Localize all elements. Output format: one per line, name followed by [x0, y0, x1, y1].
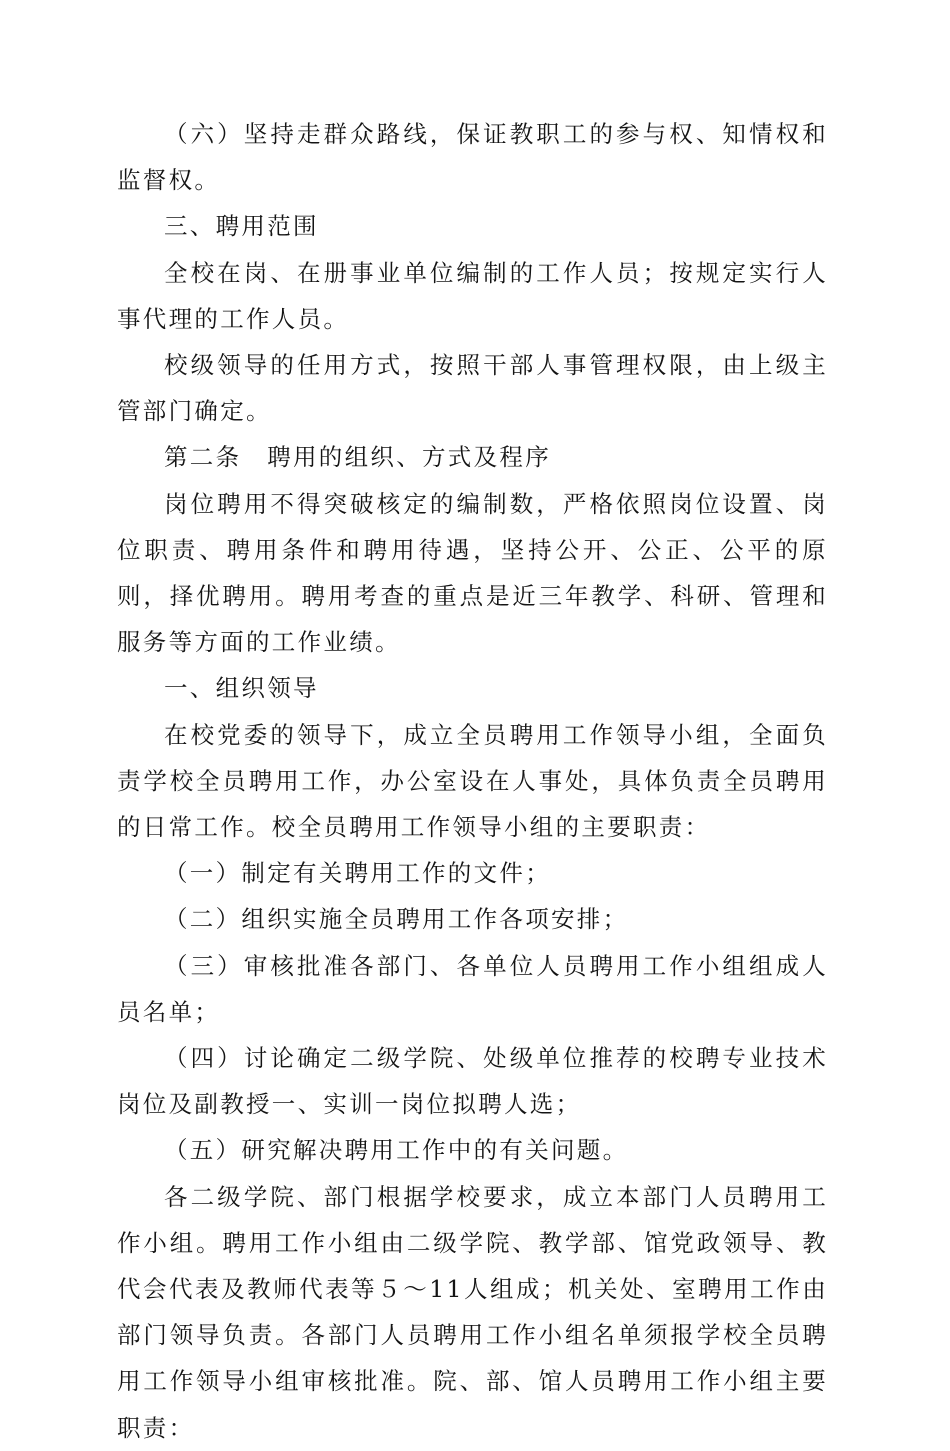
duty-item-1: （一）制定有关聘用工作的文件； [164, 859, 551, 888]
paragraph-appointment-principles: 岗位聘用不得突破核定的编制数，严格依照岗位设置、岗位职责、聘用条件和聘用待遇，坚持公开、公正、公平的原则，择优聘用。聘用考查的重点是近三年教学、科研、管理和服务等方面的工作业绩。 [117, 489, 828, 657]
heading-article-two: 第二条 聘用的组织、方式及程序 [164, 443, 551, 472]
paragraph-leading-group: 在校党委的领导下，成立全员聘用工作领导小组，全面负责学校全员聘用工作，办公室设在人事处，具体负责全员聘用的日常工作。校全员聘用工作领导小组的主要职责： [117, 720, 828, 842]
heading-employment-scope: 三、聘用范围 [164, 212, 319, 241]
paragraph-scope-staff: 全校在岗、在册事业单位编制的工作人员；按规定实行人事代理的工作人员。 [117, 258, 828, 333]
duty-item-5: （五）研究解决聘用工作中的有关问题。 [164, 1136, 629, 1165]
paragraph-department-groups: 各二级学院、部门根据学校要求，成立本部门人员聘用工作小组。聘用工作小组由二级学院、教学部、馆党政领导、教代会代表及教师代表等５～11人组成；机关处、室聘用工作由部门领导负责。各部门人员聘用工作小组名单须报学校全员聘用工作领导小组审核批准。院、部、馆人员聘用工作小组主要职责： [117, 1182, 828, 1442]
heading-organization-leadership: 一、组织领导 [164, 674, 319, 703]
duty-item-3: （三）审核批准各部门、各单位人员聘用工作小组组成人员名单； [117, 951, 828, 1026]
duty-item-4: （四）讨论确定二级学院、处级单位推荐的校聘专业技术岗位及副教授一、实训一岗位拟聘人选； [117, 1044, 828, 1119]
duty-item-2: （二）组织实施全员聘用工作各项安排； [164, 905, 629, 934]
paragraph-item-6-principle: （六）坚持走群众路线，保证教职工的参与权、知情权和监督权。 [117, 120, 828, 195]
document-body [117, 111, 828, 1451]
paragraph-scope-leaders: 校级领导的任用方式，按照干部人事管理权限，由上级主管部门确定。 [117, 351, 828, 426]
